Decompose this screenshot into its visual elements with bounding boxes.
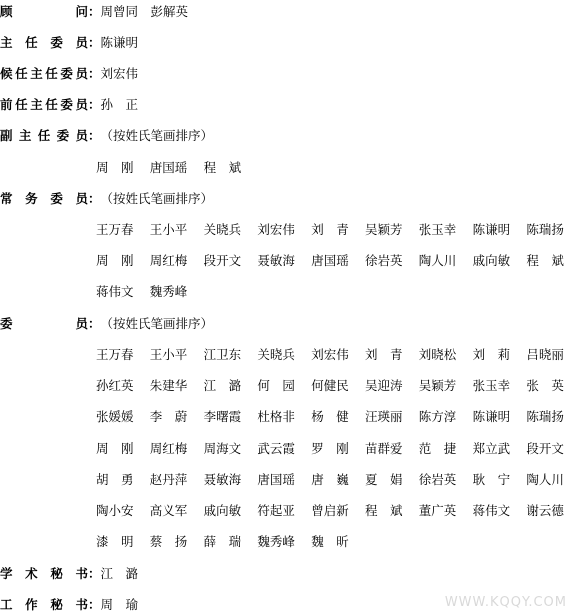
member-name: 陈谦明 <box>472 222 511 237</box>
member-name: 刘宏伟 <box>257 222 295 237</box>
former-director-label: 前任主任委员 <box>0 97 88 112</box>
member-name: 杨 健 <box>311 409 349 425</box>
member-name: 胡 勇 <box>96 471 134 487</box>
member-name: 董广英 <box>418 503 457 518</box>
member-name: 张玉幸 <box>418 222 457 237</box>
member-name: 刘晓松 <box>418 347 457 362</box>
member-name: 徐岩英 <box>365 253 403 269</box>
member-name: 陶人川 <box>418 253 457 269</box>
member-name: 陈瑞扬 <box>526 409 564 425</box>
member-name: 唐 巍 <box>311 471 349 487</box>
member-name: 汪瑛丽 <box>365 409 403 425</box>
work-secretary-label: 工作秘书 <box>0 597 88 612</box>
member-name: 耿 宁 <box>472 471 511 487</box>
member-name: 杜格非 <box>257 409 295 425</box>
academic-secretary-colon: ： <box>88 566 101 581</box>
work-secretary-names: 周 瑜 <box>100 597 139 612</box>
member-name: 周红梅 <box>149 440 188 456</box>
advisor-label: 顾问 <box>0 4 88 19</box>
member-name: 何 园 <box>257 378 295 394</box>
member-name: 王万春 <box>96 222 134 237</box>
work-secretary-colon: ： <box>88 597 101 612</box>
member-name: 陶人川 <box>526 471 564 487</box>
member-name: 郑立武 <box>472 440 511 456</box>
vice-directors-sort-note: （按姓氏笔画排序） <box>100 128 214 143</box>
advisor-names: 周曾同 彭解英 <box>100 4 189 19</box>
member-name: 罗 刚 <box>311 440 349 456</box>
member-name: 李曙霞 <box>203 409 242 425</box>
director-elect-label: 候任主任委员 <box>0 66 88 81</box>
member-name: 唐国瑶 <box>257 471 295 487</box>
member-name: 刘 青 <box>311 222 349 237</box>
director-line <box>0 35 138 51</box>
member-name: 王小平 <box>149 222 188 237</box>
member-name: 江卫东 <box>203 347 242 362</box>
academic-secretary-line <box>0 566 138 582</box>
former-director-colon: ： <box>88 97 101 112</box>
member-name: 张 英 <box>526 378 564 394</box>
member-name: 朱建华 <box>149 378 188 394</box>
former-director-line <box>0 97 138 113</box>
member-name: 武云霞 <box>257 440 295 456</box>
member-name: 吴迎涛 <box>365 378 403 394</box>
academic-secretary-names: 江 潞 <box>100 566 139 581</box>
member-name: 刘 青 <box>365 347 403 362</box>
member-name: 聂敏海 <box>257 253 295 269</box>
member-name: 周红梅 <box>149 253 188 269</box>
member-name: 周 刚 <box>96 440 134 456</box>
members-colon: ： <box>88 316 101 331</box>
advisor-colon: ： <box>88 4 101 19</box>
members-line <box>0 316 213 332</box>
member-name: 魏 昕 <box>311 534 349 550</box>
member-name: 段开文 <box>203 253 242 269</box>
member-name: 刘 莉 <box>472 347 511 362</box>
member-name: 刘宏伟 <box>311 347 349 362</box>
member-name: 徐岩英 <box>418 471 457 487</box>
member-name: 周 刚 <box>96 253 134 269</box>
member-name: 唐国瑶 <box>311 253 349 269</box>
member-name: 程 斌 <box>526 253 564 269</box>
site-watermark: WWW.KQQY.COM <box>444 595 567 610</box>
member-name: 王小平 <box>149 347 188 362</box>
member-name: 谢云德 <box>526 503 564 518</box>
vice-directors-line <box>0 128 213 144</box>
member-name: 赵丹萍 <box>149 471 188 487</box>
member-name: 蔡 扬 <box>149 534 188 550</box>
member-name: 吕晓丽 <box>526 347 564 362</box>
member-name: 张媛媛 <box>96 409 134 425</box>
director-elect-line <box>0 66 138 82</box>
director-names: 陈谦明 <box>100 35 139 50</box>
member-name: 魏秀峰 <box>149 284 188 300</box>
member-name: 符起亚 <box>257 503 295 518</box>
member-name: 王万春 <box>96 347 134 362</box>
member-name: 程 斌 <box>365 503 403 518</box>
member-name: 孙红英 <box>96 378 134 394</box>
member-name: 吴颖芳 <box>365 222 403 237</box>
member-name: 陶小安 <box>96 503 134 518</box>
standing-members-label: 常务委员 <box>0 191 88 206</box>
member-name: 段开文 <box>526 440 564 456</box>
member-name: 关晓兵 <box>203 222 242 237</box>
member-name: 曾启新 <box>311 503 349 518</box>
director-elect-colon: ： <box>88 66 101 81</box>
member-name: 吴颖芳 <box>418 378 457 394</box>
members-sort-note: （按姓氏笔画排序） <box>100 316 214 331</box>
member-name: 戚向敏 <box>203 503 242 518</box>
director-label: 主任委员 <box>0 35 88 50</box>
standing-members-colon: ： <box>88 191 101 206</box>
member-name: 江 潞 <box>203 378 242 394</box>
member-name: 夏 娟 <box>365 471 403 487</box>
director-colon: ： <box>88 35 101 50</box>
work-secretary-line <box>0 597 138 613</box>
standing-members-line <box>0 191 213 207</box>
member-name: 范 捷 <box>418 440 457 456</box>
member-name: 张玉幸 <box>472 378 511 394</box>
member-name: 聂敏海 <box>203 471 242 487</box>
academic-secretary-label: 学术秘书 <box>0 566 88 581</box>
member-name: 薛 瑞 <box>203 534 242 550</box>
member-name: 陈谦明 <box>472 409 511 425</box>
member-name: 关晓兵 <box>257 347 295 362</box>
vice-directors-label: 副主任委员 <box>0 128 88 143</box>
member-name: 周海文 <box>203 440 242 456</box>
member-name: 高义军 <box>149 503 188 518</box>
member-name: 戚向敏 <box>472 253 511 269</box>
member-name: 苗群爱 <box>365 440 403 456</box>
former-director-names: 孙 正 <box>100 97 139 112</box>
vice-directors-colon: ： <box>88 128 101 143</box>
member-name: 蒋伟文 <box>96 284 134 300</box>
members-label: 委员 <box>0 316 88 331</box>
standing-members-sort-note: （按姓氏笔画排序） <box>100 191 214 206</box>
member-name: 陈瑞扬 <box>526 222 564 237</box>
member-name: 唐国瑶 <box>149 160 188 175</box>
member-name: 周 刚 <box>96 160 134 175</box>
member-name: 何健民 <box>311 378 349 394</box>
member-name: 漆 明 <box>96 534 134 550</box>
member-name: 魏秀峰 <box>257 534 295 550</box>
director-elect-names: 刘宏伟 <box>100 66 139 81</box>
member-name: 程 斌 <box>203 160 242 175</box>
member-name: 陈方淳 <box>418 409 457 425</box>
member-name: 李 蔚 <box>149 409 188 425</box>
member-name: 蒋伟文 <box>472 503 511 518</box>
advisor-line <box>0 4 188 20</box>
